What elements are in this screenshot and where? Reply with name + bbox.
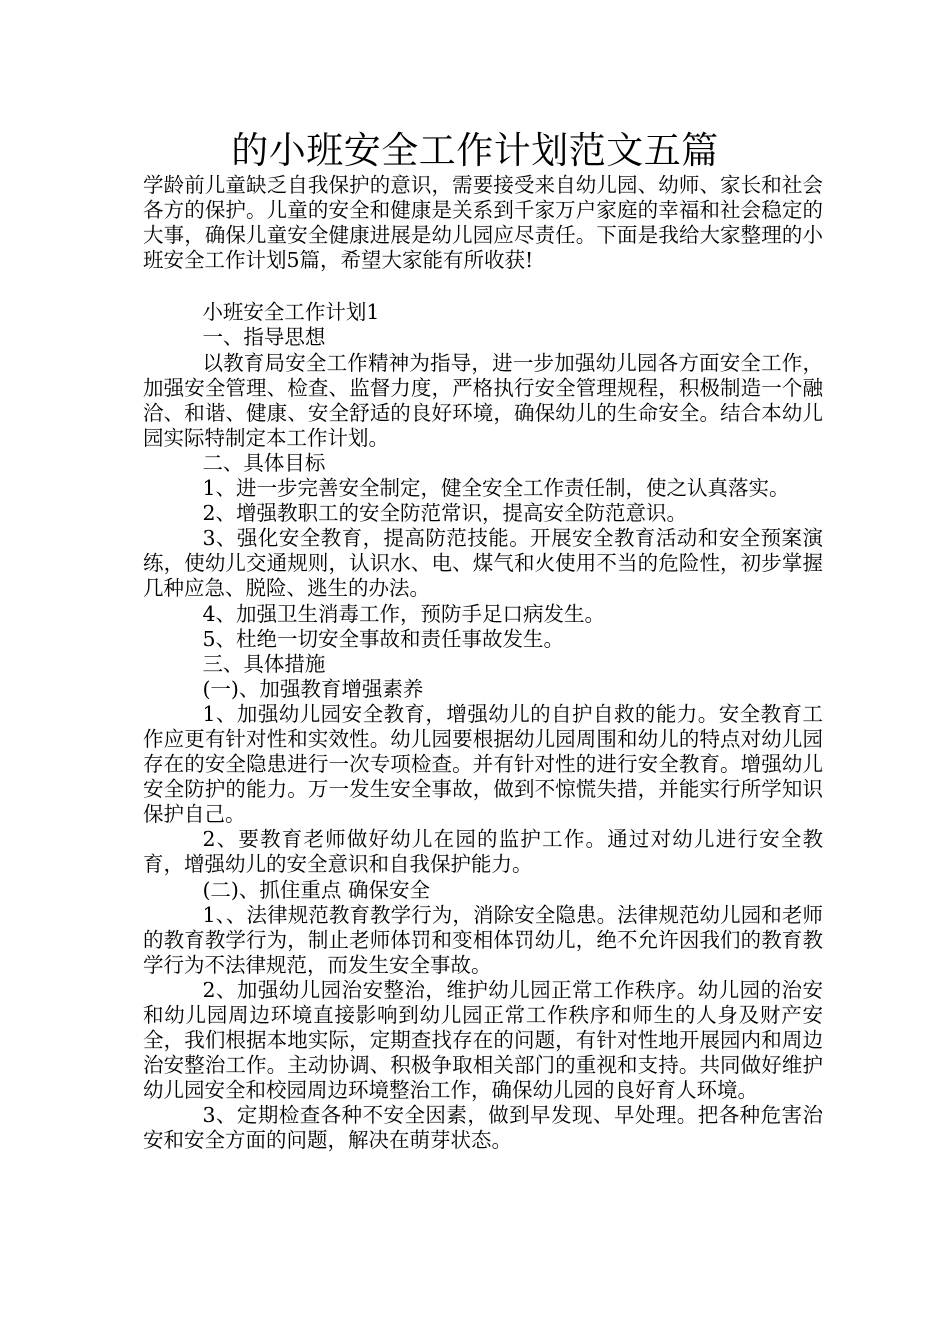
subsection-heading: (一)、加强教育增强素养 (202, 676, 424, 701)
section-heading: 一、指导思想 (202, 325, 326, 350)
section-heading: 二、具体目标 (202, 450, 326, 475)
section-heading: 三、具体措施 (202, 651, 326, 676)
list-item: 1、加强幼儿园安全教育，增强幼儿的自护自救的能力。安全教育工作应更有针对性和实效性。幼儿园要根据幼儿园周围和幼儿的特点对幼儿园存在的安全隐患进行一次专项检查。并有针对性的进行安全教育。增强幼儿安全防护的能力。万一发生安全事故，做到不惊慌失措，并能实行所学知识保护自己。 (143, 701, 823, 827)
subsection-heading: (二)、抓住重点 确保安全 (202, 877, 430, 902)
document-body (143, 173, 823, 1154)
list-item: 2、增强教职工的安全防范常识，提高安全防范意识。 (202, 501, 687, 526)
list-item: 1、、法律规范教育教学行为，消除安全隐患。法律规范幼儿园和老师的教育教学行为，制止老师体罚和变相体罚幼儿，绝不允许因我们的教育教学行为不法律规范，而发生安全事故。 (143, 902, 823, 977)
list-item: 4、加强卫生消毒工作，预防手足口病发生。 (202, 601, 605, 626)
document-title: 的小班安全工作计划范文五篇 (231, 129, 719, 172)
list-item: 3、定期检查各种不安全因素，做到早发现、早处理。把各种危害治安和安全方面的问题，解决在萌芽状态。 (143, 1103, 823, 1153)
intro-paragraph: 学龄前儿童缺乏自我保护的意识，需要接受来自幼儿园、幼师、家长和社会各方的保护。儿童的安全和健康是关系到千家万户家庭的幸福和社会稳定的大事，确保儿童安全健康进展是幼儿园应尽责任。下面是我给大家整理的小班安全工作计划5篇，希望大家能有所收获! (143, 173, 823, 273)
list-item: 1、进一步完善安全制定，健全安全工作责任制，使之认真落实。 (202, 476, 790, 501)
list-item: 3、强化安全教育，提高防范技能。开展安全教育活动和安全预案演练，使幼儿交通规则，认识水、电、煤气和火使用不当的危险性，初步掌握几种应急、脱险、逃生的办法。 (143, 526, 823, 601)
list-item: 5、杜绝一切安全事故和责任事故发生。 (202, 626, 564, 651)
section-heading: 小班安全工作计划1 (202, 300, 380, 325)
body-paragraph: 以教育局安全工作精神为指导，进一步加强幼儿园各方面安全工作，加强安全管理、检查、监督力度，严格执行安全管理规程，积极制造一个融洽、和谐、健康、安全舒适的良好环境，确保幼儿的生命安全。结合本幼儿园实际特制定本工作计划。 (143, 350, 823, 450)
list-item: 2、要教育老师做好幼儿在园的监护工作。通过对幼儿进行安全教育，增强幼儿的安全意识和自我保护能力。 (143, 827, 823, 877)
list-item: 2、加强幼儿园治安整治，维护幼儿园正常工作秩序。幼儿园的治安和幼儿园周边环境直接影响到幼儿园正常工作秩序和师生的人身及财产安全，我们根据本地实际，定期查找存在的问题，有针对性地开展园内和周边治安整治工作。主动协调、积极争取相关部门的重视和支持。共同做好维护幼儿园安全和校园周边环境整治工作，确保幼儿园的良好育人环境。 (143, 977, 823, 1103)
